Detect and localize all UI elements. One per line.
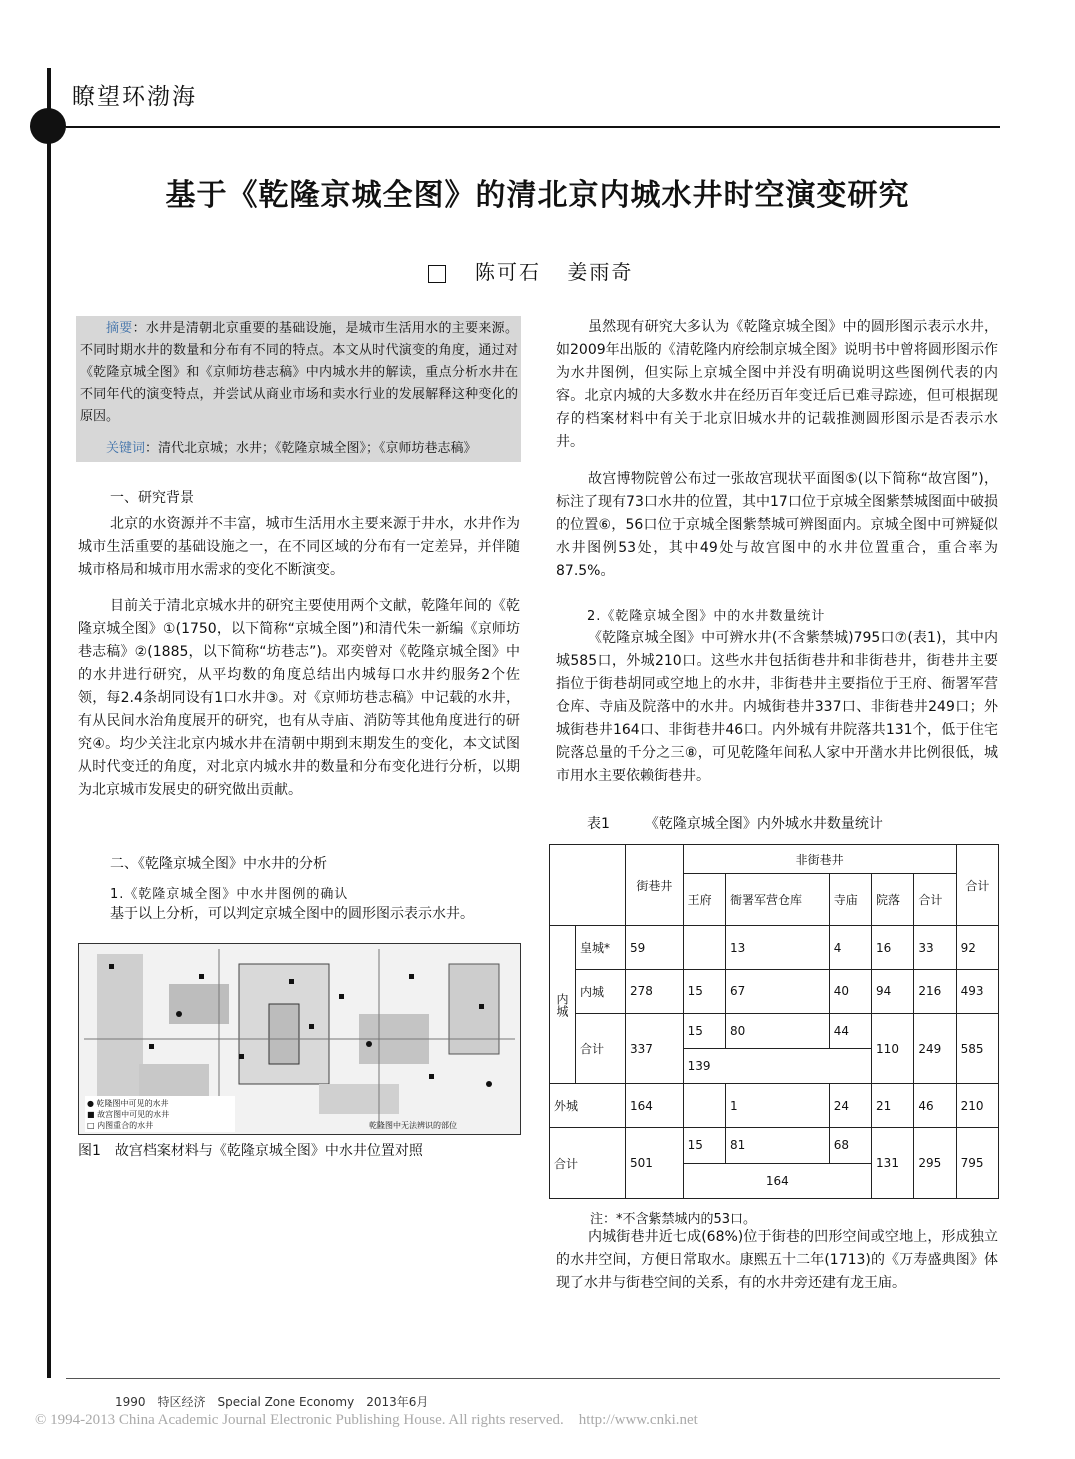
table-cell: 46 [914,1084,956,1128]
article-title: 基于《乾隆京城全图》的清北京内城水井时空演变研究 [165,178,910,213]
th-yashu: 衙署军营仓库 [725,874,829,926]
th-total: 合计 [956,845,998,926]
heading-2: 二、《乾隆京城全图》中水井的分析 [110,856,327,872]
left-paragraph-3: 基于以上分析，可以判定京城全图中的圆形图示表示水井。 [110,906,474,922]
left-paragraph-2: 目前关于清北京城水井的研究主要使用两个文献，乾隆年间的《乾隆京城全图》①(1750，以下简称“京城全图”)和清代朱一新编《京师坊巷志稿》②(1885，以下简称“坊巷志”)。邓奕曾对《乾隆京城全图》中的水井进行研究，从平均数的角度总结出内城每口水井约服务2个佐领，每2.4条胡同设有1口水井③。对《京师坊巷志稿》中记载的水井，有从民间水治角度展开的研究，也有从寺庙、消防等其他角度进行的研究④。均少关注北京内城水井在清朝中期到末期发生的变化，本文试图从时代变迁的角度，对北京内城水井的数量和分布变化进行分析，以期为北京城市发展史的研究做出贡献。 [78,598,520,798]
table-cell: 94 [872,969,914,1013]
section-marker-dot [30,108,66,144]
table-cell: 80 [725,1013,829,1048]
authors: 陈可石 姜雨奇 [475,260,634,284]
subheading-2: 2.《乾隆京城全图》中的水井数量统计 [587,609,826,624]
th-street: 街巷井 [625,845,683,926]
subheading-1: 1.《乾隆京城全图》中水井图例的确认 [110,887,349,902]
table-cell: 81 [725,1128,829,1163]
table-cell [683,1084,725,1128]
table-cell: 795 [956,1128,998,1199]
heading-1: 一、研究背景 [110,490,194,506]
table-cell [683,926,725,970]
table-1-note: 注：*不含紫禁城内的53口。 [590,1212,757,1227]
table-cell: 44 [829,1013,871,1048]
table-cell: 585 [956,1013,998,1084]
table-cell: 110 [872,1013,914,1084]
section-name: 瞭望环渤海 [72,84,197,110]
row-label: 外城 [550,1084,626,1128]
table-cell: 92 [956,926,998,970]
table-cell: 40 [829,969,871,1013]
right-paragraph-1: 虽然现有研究大多认为《乾隆京城全图》中的圆形图示表示水井，如2009年出版的《清乾隆内府绘制京城全图》说明书中曾将圆形图示作为水井图例，但实际上京城全图中并没有明确说明这些图例代表的内容。北京内城的大多数水井在经历百年变迁后已难寻踪迹，但可根据现存的档案材料中有关于北京旧城水井的记载推测圆形图示是否表示水井。 [556,319,998,450]
table-cell: 216 [914,969,956,1013]
abstract [80,318,518,428]
row-label: 皇城* [576,926,626,970]
copyright-notice: © 1994-2013 China Academic Journal Electronic Publishing House. All rights reserved. http://www.cnki.net [35,1412,698,1428]
legend-item-unreadable: 乾隆图中无法辨识的部位 [369,1121,457,1130]
legend-item-overlap: □ 内图重合的水井 [87,1121,154,1130]
legend-item-visible: ● 乾隆图中可见的水井 [87,1099,169,1108]
table-cell: 131 [872,1128,914,1199]
map-legend [87,1098,169,1131]
table-cell: 59 [625,926,683,970]
table-cell: 4 [829,926,871,970]
table-cell: 15 [683,969,725,1013]
table-cell: 210 [956,1084,998,1128]
table-1-caption: 表1 《乾隆京城全图》内外城水井数量统计 [587,816,883,832]
th-simiao: 寺庙 [829,874,871,926]
table-cell: 164 [625,1084,683,1128]
table-cell: 68 [829,1128,871,1163]
row-label: 合计 [550,1128,626,1199]
table-cell-merged: 139 [683,1049,871,1084]
table-cell: 249 [914,1013,956,1084]
table-cell: 278 [625,969,683,1013]
table-cell-merged: 164 [683,1163,871,1198]
table-cell: 33 [914,926,956,970]
table-cell: 15 [683,1013,725,1048]
table-cell: 67 [725,969,829,1013]
table-cell: 493 [956,969,998,1013]
right-paragraph-2: 故宫博物院曾公布过一张故宫现状平面图⑤(以下简称“故宫图”)，标注了现有73口水井的位置，其中17口位于京城全图紫禁城图面中破损的位置⑥，56口位于京城全图紫禁城可辨图面内。京城全图中可辨疑似水井图例53处，其中49处与故宫图中的水井位置重合，重合率为87.5%。 [556,471,998,579]
table-cell: 501 [625,1128,683,1199]
table-cell: 1 [725,1084,829,1128]
right-paragraph-4: 内城街巷井近七成(68%)位于街巷的凹形空间或空地上，形成独立的水井空间，方便日常取水。康熙五十二年(1713)的《万寿盛典图》体现了水井与街巷空间的关系，有的水井旁还建有龙王庙。 [556,1229,998,1291]
th-nonstreet: 非街巷井 [683,845,956,874]
abstract-text: ：水井是清朝北京重要的基础设施，是城市生活用水的主要来源。不同时期水井的数量和分布有不同的特点。本文从时代演变的角度，通过对《乾隆京城全图》和《京师坊巷志稿》中内城水井的解读，重点分析水井在不同年代的演变特点，并尝试从商业市场和卖水行业的发展解释这种变化的原因。 [80,321,518,424]
th-wangfu: 王府 [683,874,725,926]
th-subtotal: 合计 [914,874,956,926]
table-1 [549,844,999,1199]
author-box-icon [428,265,446,283]
footer-rule [66,1378,1000,1379]
row-label: 合计 [576,1013,626,1084]
abstract-label: 摘要 [106,321,133,336]
table-cell: 337 [625,1013,683,1084]
keywords [80,438,518,460]
left-paragraph-1: 北京的水资源并不丰富，城市生活用水主要来源于井水，水井作为城市生活重要的基础设施之一，在不同区域的分布有一定差异，并伴随城市格局和城市用水需求的变化不断演变。 [78,516,520,578]
th-yuanluo: 院落 [872,874,914,926]
header-rule [66,126,1000,128]
row-group-inner: 内城 [550,926,576,1084]
table-cell: 13 [725,926,829,970]
legend-item-palace: ■ 故宫图中可见的水井 [87,1110,170,1119]
keywords-label: 关键词 [106,441,146,456]
page-footer: 1990 特区经济 Special Zone Economy 2013年6月 [115,1395,429,1409]
table-cell: 295 [914,1128,956,1199]
right-paragraph-3: 《乾隆京城全图》中可辨水井(不含紫禁城)795口⑦(表1)，其中内城585口，外城210口。这些水井包括街巷井和非街巷井，街巷井主要指位于街巷胡同或空地上的水井，非街巷井主要指位于王府、衙署军营仓库、寺庙及院落中的水井。内城街巷井337口、非街巷井249口；外城街巷井164口、非街巷井46口。内外城有井院落共131个，低于住宅院落总量的千分之三⑧，可见乾隆年间私人家中开凿水井比例很低，城市用水主要依赖街巷井。 [556,630,998,784]
table-cell: 24 [829,1084,871,1128]
table-corner [550,845,626,926]
figure-1-caption: 图1 故宫档案材料与《乾隆京城全图》中水井位置对照 [78,1143,423,1159]
left-margin-rule [47,68,51,1378]
figure-1-map [78,943,521,1135]
table-cell: 16 [872,926,914,970]
table-cell: 15 [683,1128,725,1163]
row-label: 内城 [576,969,626,1013]
keywords-text: ：清代北京城；水井；《乾隆京城全图》；《京师坊巷志稿》 [145,441,477,456]
table-cell: 21 [872,1084,914,1128]
